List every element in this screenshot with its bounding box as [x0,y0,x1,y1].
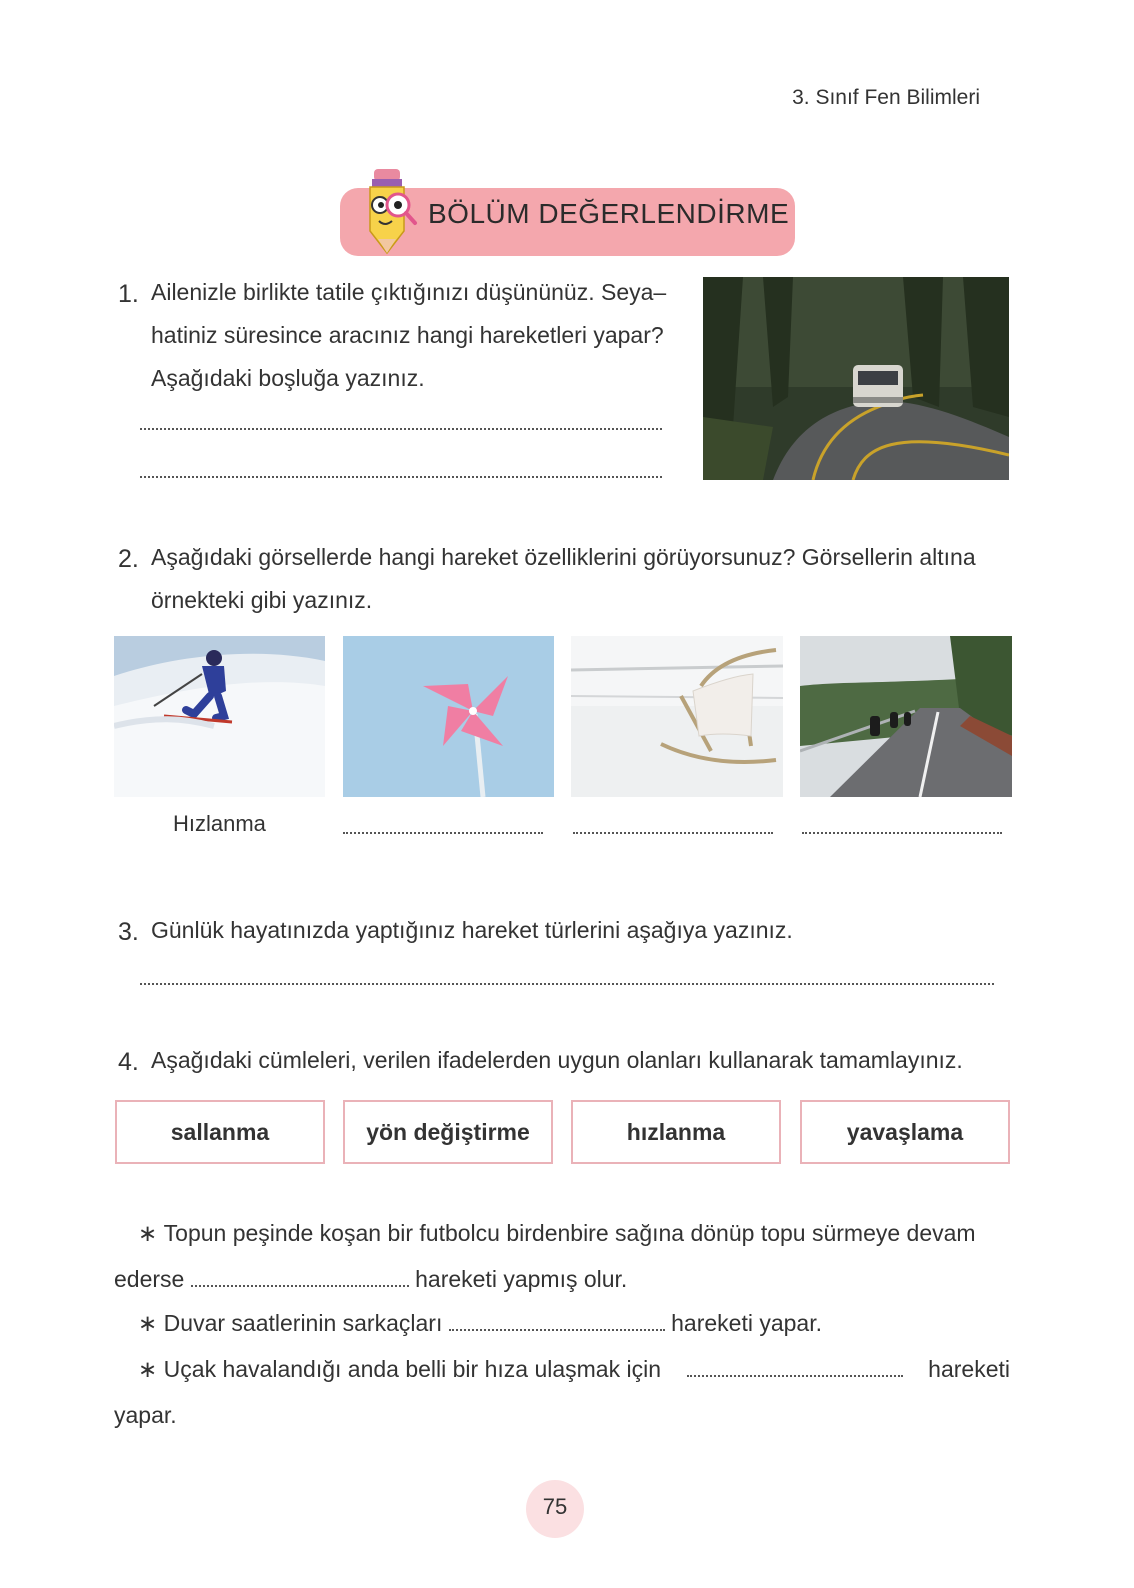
option-hizlanma[interactable]: hızlanma [571,1100,781,1164]
question-4-text: Aşağıdaki cümleleri, verilen ifadelerden uygun olanları kullanarak tamamlayınız. [151,1047,963,1073]
sentence-1-blank[interactable] [191,1271,409,1287]
sentence-1 [114,1210,1010,1302]
pinwheel-photo [343,636,554,797]
question-1-text [151,271,691,400]
answer-line-3[interactable] [140,983,994,985]
sentence-3-part2: hareketi [928,1356,1010,1382]
sentence-2-blank[interactable] [449,1315,665,1331]
sentence-1-part2: ederse [114,1266,185,1292]
bullet-icon: ∗ [138,1356,158,1382]
option-yon-degistirme[interactable]: yön değiştirme [343,1100,553,1164]
sentence-3 [114,1346,1010,1438]
question-2-line: örnekteki gibi yazınız. [151,587,373,613]
bullet-icon: ∗ [138,1310,158,1336]
question-3-number: 3. [118,918,139,946]
pencil-mascot-icon [352,167,422,257]
section-title: BÖLÜM DEĞERLENDİRME [428,198,790,229]
rocking-chair-photo [571,636,783,797]
sentence-2-part2: hareketi yapar. [671,1310,822,1336]
skier-photo [114,636,325,797]
question-2-line: Aşağıdaki görsellerde hangi hareket özelliklerini görüyorsunuz? Görsellerin altına [151,544,976,570]
answer-line-1b[interactable] [140,476,662,478]
van-road-photo [703,277,1009,480]
sentence-3-blank[interactable] [687,1361,903,1377]
answer-line-chair[interactable] [573,832,773,834]
sentence-1-part1: Topun peşinde koşan bir futbolcu birdenbire sağına dönüp topu sürmeye devam [163,1220,976,1246]
motorcycles-road-photo [800,636,1012,797]
option-sallanma[interactable]: sallanma [115,1100,325,1164]
page-number: 75 [542,1494,568,1519]
answer-line-pinwheel[interactable] [343,832,543,834]
question-1-line: Aşağıdaki boşluğa yazınız. [151,365,425,391]
answer-line-motorcycles[interactable] [802,832,1002,834]
answer-line-1a[interactable] [140,428,662,430]
question-1-line: Ailenizle birlikte tatile çıktığınızı düşününüz. Seya– [151,279,667,305]
question-2-number: 2. [118,545,139,573]
subject-header: 3. Sınıf Fen Bilimleri [792,86,980,109]
question-2-text [151,536,1021,622]
sentence-2-part1: Duvar saatlerinin sarkaçları [163,1310,443,1336]
sentence-1-part3: hareketi yapmış olur. [415,1266,628,1292]
sentence-2 [138,1300,1010,1346]
question-4-number: 4. [118,1048,139,1076]
bullet-icon: ∗ [138,1220,158,1246]
question-3-text: Günlük hayatınızda yaptığınız hareket türlerini aşağıya yazınız. [151,917,793,943]
sentence-3-part3: yapar. [114,1402,177,1428]
question-1-number: 1. [118,280,139,308]
option-yavaslama[interactable]: yavaşlama [800,1100,1010,1164]
example-answer: Hızlanma [173,811,266,836]
question-1-line: hatiniz süresince aracınız hangi hareketleri yapar? [151,322,664,348]
sentence-3-part1: Uçak havalandığı anda belli bir hıza ulaşmak için [163,1356,662,1382]
